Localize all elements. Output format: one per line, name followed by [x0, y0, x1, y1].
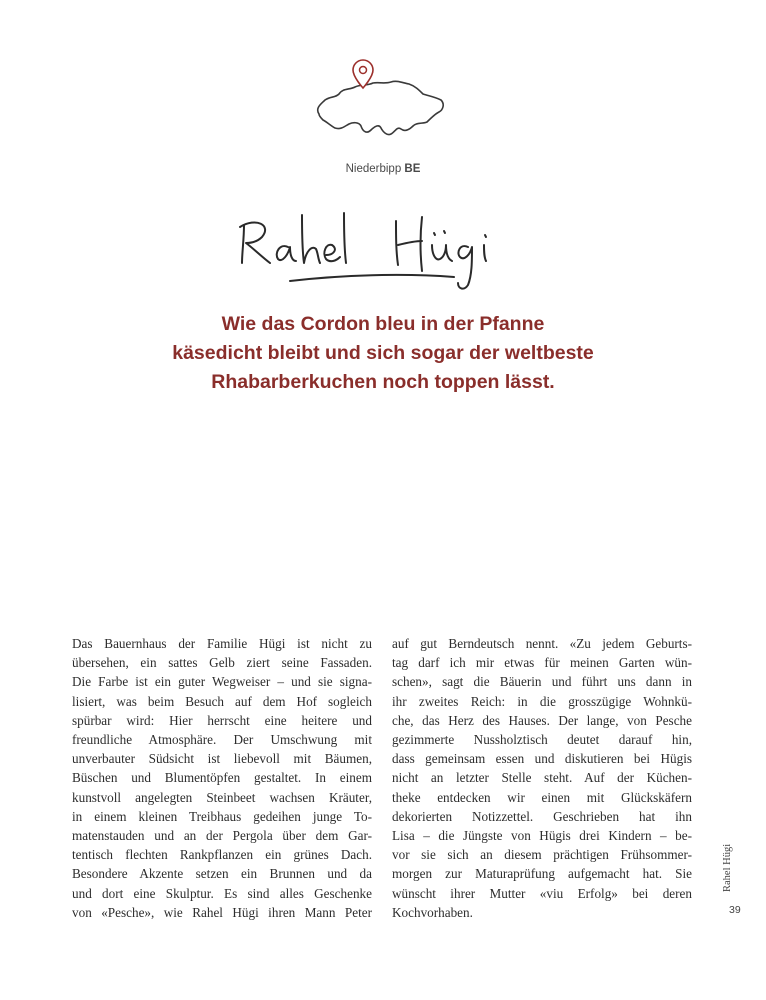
text-line: spürbar wird: Hier herrscht eine heitere und — [72, 712, 372, 728]
text-line: auf gut Berndeutsch nennt. «Zu jedem Geburts- — [392, 636, 692, 651]
text-line: schen», sagt die Bäuerin und führt uns dann in — [392, 674, 692, 690]
text-line: von «Pesche», wie Rahel Hügi ihren Mann Peter — [72, 904, 372, 920]
text-line: Kochvorhaben. — [392, 904, 473, 920]
text-line: Büschen und Blumentöpfen gestaltet. In einem — [72, 770, 372, 786]
headline-line: Rhabarberkuchen noch toppen lässt. — [211, 371, 555, 393]
switzerland-map-icon — [305, 52, 455, 152]
text-line: che, das Herz des Hauses. Der lange, von Pesche — [392, 712, 692, 728]
text-line: Das Bauernhaus der Familie Hügi ist nicht zu — [72, 636, 372, 651]
text-line: in einem kleinen Treibhaus gedeihen junge To- — [72, 808, 372, 824]
canton-code: BE — [404, 163, 421, 175]
text-line: theke entdecken wir einen mit Glückskäfern — [392, 789, 692, 805]
text-line: ihr zweites Reich: in die grosszügige Wohnkü- — [392, 693, 692, 709]
text-line: dass gemeinsam essen und diskutieren bei Hügis — [392, 751, 692, 767]
text-line: lisiert, was beim Besuch auf dem Hof sogleich — [72, 693, 372, 709]
text-line: dekorierten Notizzettel. Geschrieben hat ihn — [392, 808, 692, 824]
text-line: wünscht ihrer Mutter «viu Erfolg» bei deren — [392, 885, 692, 901]
body-column-left — [72, 634, 372, 922]
headline-line: käsedicht bleibt und sich sogar der weltbeste — [172, 342, 594, 364]
text-line: tag darf ich mir etwas für meinen Garten wün- — [392, 655, 692, 671]
text-line: Die Farbe ist ein guter Wegweiser – und sie signa- — [72, 674, 372, 690]
text-line: vor sie sich an diesem prächtigen Frühsommer- — [392, 847, 692, 863]
text-line: Lisa – die Jüngste von Hügis drei Kindern – be- — [392, 828, 692, 844]
text-line: morgen zur Maturaprüfung aufgemacht hat. Sie — [392, 866, 692, 882]
text-line: freundliche Atmosphäre. Der Umschwung mit — [72, 732, 372, 748]
handwritten-signature — [232, 205, 532, 300]
body-column-right — [392, 634, 692, 922]
text-line: und dort eine Skulptur. Es sind alles Geschenke — [72, 885, 372, 901]
headline-line: Wie das Cordon bleu in der Pfanne — [221, 313, 545, 335]
text-line: unverbauter Südsicht ist liebevoll mit Bäumen, — [72, 751, 372, 767]
text-line: kunstvoll angelegten Steinbeet wachsen Kräuter, — [72, 789, 372, 805]
text-line: tentisch flechten Rankpflanzen ein grünes Dach. — [72, 847, 372, 863]
location-label — [0, 163, 766, 175]
headline — [120, 310, 646, 397]
text-line: übersehen, ein sattes Gelb ziert seine Fassaden. — [72, 655, 372, 671]
running-header: Rahel Hügi — [722, 843, 733, 892]
text-line: matenstauden und an der Pergola über dem Gar- — [72, 828, 372, 844]
page-number: 39 — [729, 904, 741, 916]
place-name: Niederbipp — [345, 163, 402, 175]
text-line: Besondere Akzente setzen ein Brunnen und da — [72, 866, 372, 882]
text-line: gezimmerte Nussholztisch deutet darauf hin, — [392, 732, 692, 748]
text-line: nicht an letzter Stelle steht. Auf der Küchen- — [392, 770, 692, 786]
